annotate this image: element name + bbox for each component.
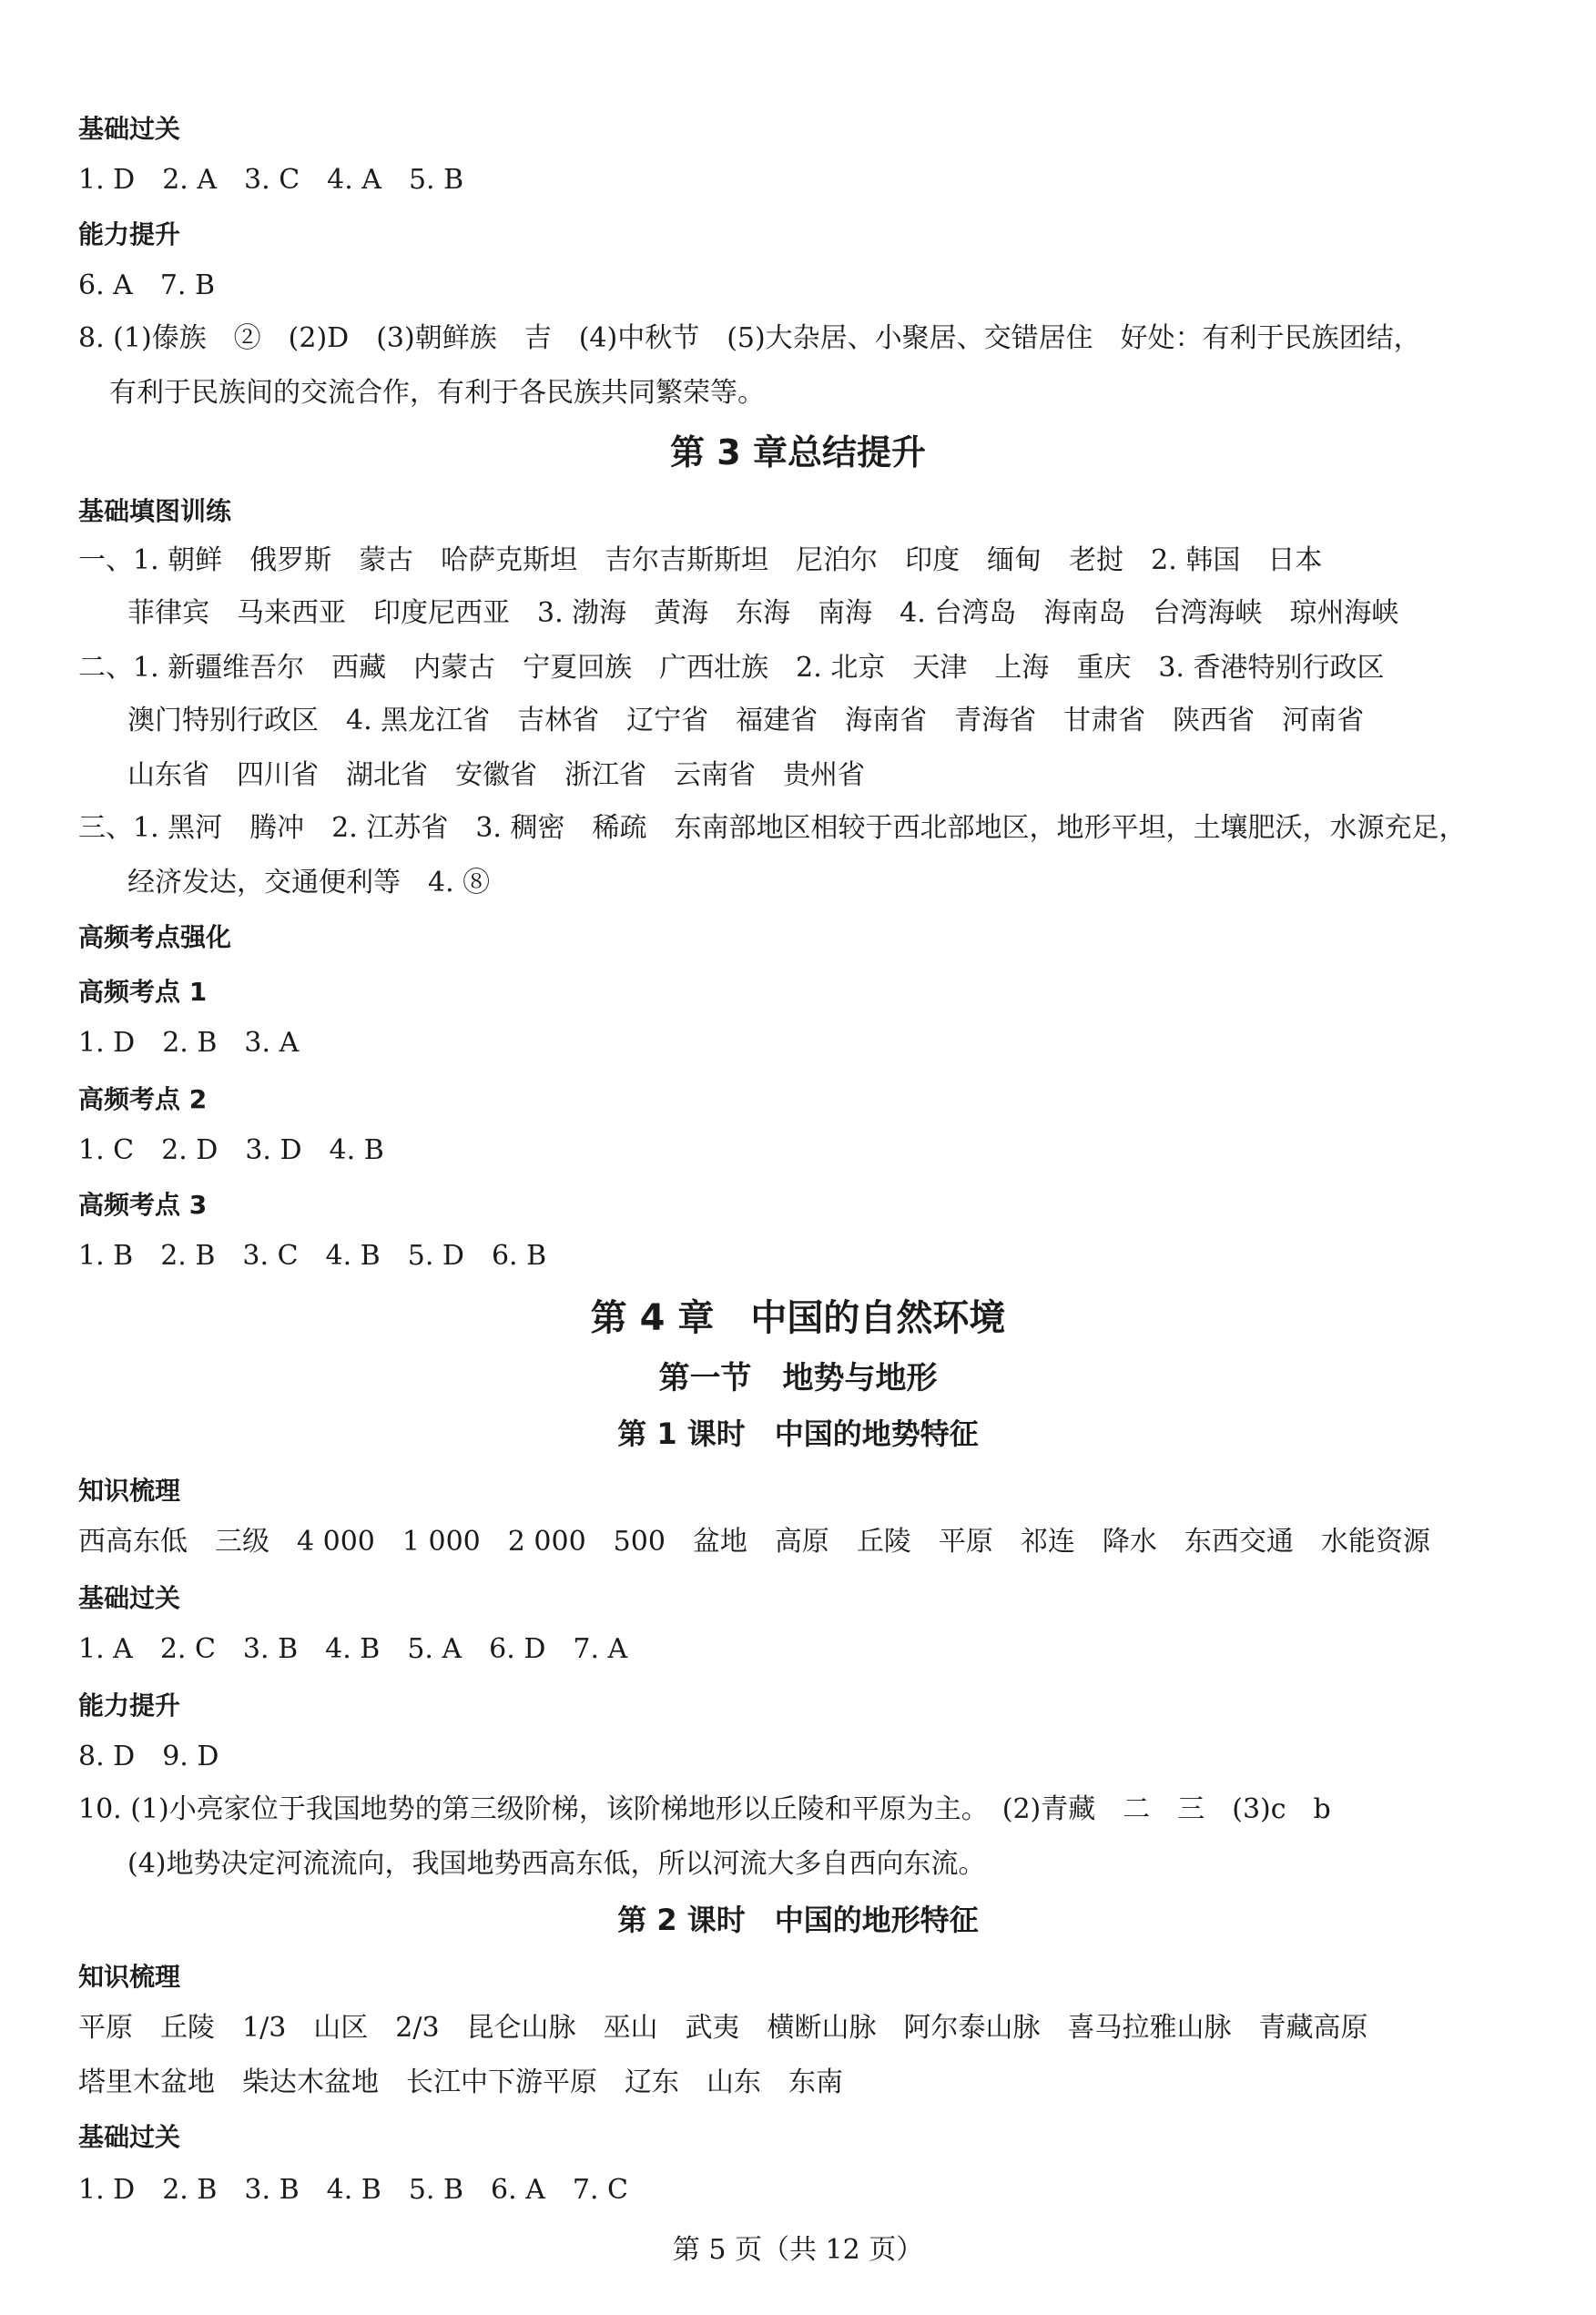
chapter3-summary-title: 第 3 章总结提升 <box>670 432 926 472</box>
answer-line: 二、1. 新疆维吾尔 西藏 内蒙古 宁夏回族 广西壮族 2. 北京 天津 上海 重庆 3. 香港特别行政区 <box>78 652 1385 684</box>
heading-basic-pass: 基础过关 <box>78 114 181 144</box>
chapter4-title: 第 4 章 中国的自然环境 <box>590 1297 1006 1339</box>
answer-line: 平原 丘陵 1/3 山区 2/3 昆仑山脉 巫山 武夷 横断山脉 阿尔泰山脉 喜马拉雅山脉 青藏高原 <box>78 2012 1368 2044</box>
answer-line: 8. (1)傣族 ② (2)D (3)朝鲜族 吉 (4)中秋节 (5)大杂居、小聚居、交错居住 好处：有利于民族团结， <box>78 322 1421 354</box>
heading-ability: 能力提升 <box>78 1691 181 1721</box>
answer-line: 1. D 2. B 3. A <box>78 1027 300 1059</box>
answer-line-cont: 有利于民族间的交流合作，有利于各民族共同繁荣等。 <box>109 377 765 409</box>
answer-line: 10. (1)小亮家位于我国地势的第三级阶梯，该阶梯地形以丘陵和平原为主。 (2)青藏 二 三 (3)c b <box>78 1793 1331 1825</box>
heading-point-1: 高频考点 1 <box>78 977 208 1007</box>
answer-line: 6. A 7. B <box>78 269 216 301</box>
heading-knowledge: 知识梳理 <box>78 1962 181 1992</box>
page-footer: 第 5 页（共 12 页） <box>672 2234 924 2266</box>
heading-ability: 能力提升 <box>78 219 181 249</box>
answer-line: 西高东低 三级 4 000 1 000 2 000 500 盆地 高原 丘陵 平原 祁连 降水 东西交通 水能资源 <box>78 1526 1430 1558</box>
answer-line: 1. B 2. B 3. C 4. B 5. D 6. B <box>78 1240 547 1272</box>
answer-line-cont: 菲律宾 马来西亚 印度尼西亚 3. 渤海 黄海 东海 南海 4. 台湾岛 海南岛 台湾海峡 琼州海峡 <box>127 597 1399 629</box>
answer-line: 8. D 9. D <box>78 1741 219 1772</box>
lesson1-title: 第 1 课时 中国的地势特征 <box>617 1416 979 1451</box>
answer-line: 一、1. 朝鲜 俄罗斯 蒙古 哈萨克斯坦 吉尔吉斯斯坦 尼泊尔 印度 缅甸 老挝 2. 韩国 日本 <box>78 544 1323 576</box>
answer-line: 1. C 2. D 3. D 4. B <box>78 1134 384 1166</box>
answer-line: 1. A 2. C 3. B 4. B 5. A 6. D 7. A <box>78 1633 628 1665</box>
heading-point-2: 高频考点 2 <box>78 1084 208 1114</box>
answer-line-cont: 澳门特别行政区 4. 黑龙江省 吉林省 辽宁省 福建省 海南省 青海省 甘肃省 陕西省 河南省 <box>127 705 1365 736</box>
heading-basic-pass: 基础过关 <box>78 1583 181 1613</box>
answer-line: 1. D 2. A 3. C 4. A 5. B <box>78 164 464 196</box>
heading-point-3: 高频考点 3 <box>78 1190 208 1220</box>
heading-map-fill: 基础填图训练 <box>78 496 232 526</box>
answer-line-cont: 经济发达，交通便利等 4. ⑧ <box>127 867 491 899</box>
section1-title: 第一节 地势与地形 <box>658 1360 938 1396</box>
heading-high-freq: 高频考点强化 <box>78 922 232 952</box>
lesson2-title: 第 2 课时 中国的地形特征 <box>617 1903 979 1937</box>
answer-line: 三、1. 黑河 腾冲 2. 江苏省 3. 稠密 稀疏 东南部地区相较于西北部地区，地形平坦，土壤肥沃，水源充足， <box>78 812 1467 844</box>
answer-line-cont: (4)地势决定河流流向，我国地势西高东低，所以河流大多自西向东流。 <box>127 1848 986 1880</box>
answer-line-cont: 山东省 四川省 湖北省 安徽省 浙江省 云南省 贵州省 <box>127 759 865 791</box>
heading-knowledge: 知识梳理 <box>78 1476 181 1506</box>
heading-basic-pass: 基础过关 <box>78 2122 181 2152</box>
answer-line-cont: 塔里木盆地 柴达木盆地 长江中下游平原 辽东 山东 东南 <box>78 2066 843 2098</box>
answer-line: 1. D 2. B 3. B 4. B 5. B 6. A 7. C <box>78 2174 628 2206</box>
